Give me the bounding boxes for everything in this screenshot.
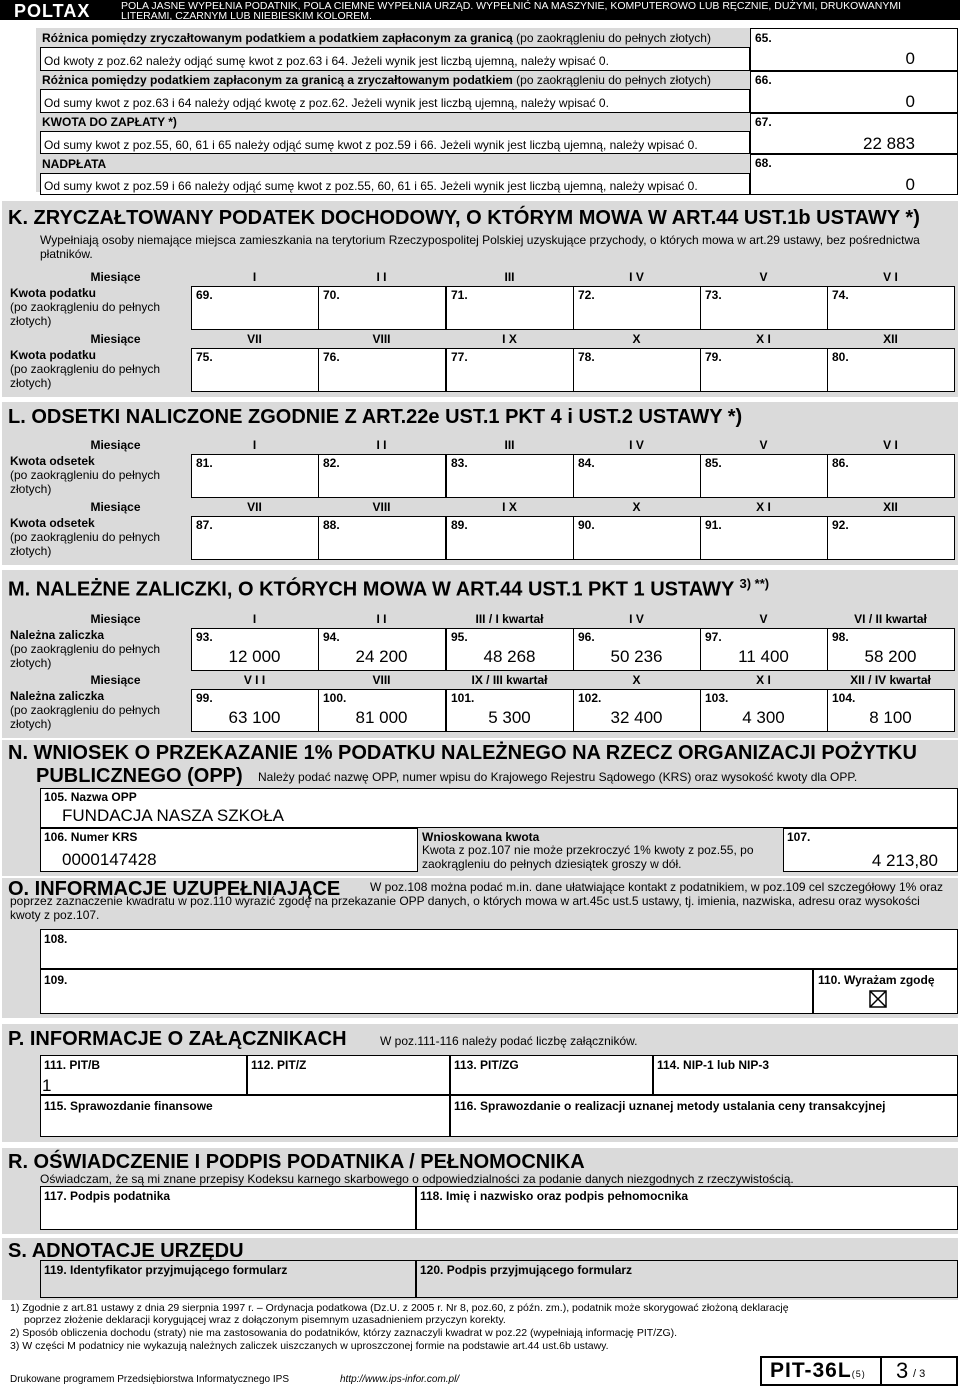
- m-field-value-1-4: 4 300: [742, 708, 785, 727]
- k-field-num-0-2: 71.: [451, 288, 468, 302]
- m-months-label: Miesiące: [90, 612, 141, 626]
- l-field-num-1-4: 91.: [705, 518, 722, 532]
- m-field-num-1-3: 102.: [578, 691, 602, 705]
- k-month-0-2: III: [504, 270, 515, 284]
- section-n-desc: Należy podać nazwę OPP, numer wpisu do Krajowego Rejestru Sądowego (KRS) oraz wysokość kwoty dla OPP.: [258, 770, 858, 784]
- field-115-label: 115. Sprawozdanie finansowe: [44, 1099, 213, 1113]
- section-o-title: O. INFORMACJE UZUPEŁNIAJĄCE: [8, 878, 341, 900]
- field-65-value: 0: [905, 49, 915, 68]
- m-month-1-4: X I: [756, 673, 771, 687]
- amount-hint: Kwota z poz.107 nie może przekroczyć 1% kwoty z poz.55, po zaokrągleniu do pełnych dziesiątek groszy w dół.: [422, 843, 754, 871]
- m-row-label: Należna zaliczka (po zaokrągleniu do pełnych złotych): [10, 628, 161, 670]
- k-months-label: Miesiące: [90, 332, 141, 346]
- field-107-label: 107.: [787, 830, 811, 844]
- field-108-label: 108.: [44, 932, 68, 946]
- m-field-num-0-3: 96.: [578, 630, 595, 644]
- footnote-3: 3) W części M podatnicy nie wykazują należnych zaliczek uiszczanych w uproszczonej formie na podstawie art.44 ust.6b ustawy.: [10, 1340, 609, 1352]
- k-months-label: Miesiące: [90, 270, 141, 284]
- field-68-value: 0: [905, 175, 915, 194]
- l-field-num-1-3: 90.: [578, 518, 595, 532]
- k-field-num-0-0: 69.: [196, 288, 213, 302]
- m-field-value-1-3: 32 400: [610, 708, 663, 727]
- field-110-label: 110. Wyrażam zgodę: [818, 973, 935, 987]
- field-106-label: 106. Numer KRS: [44, 830, 138, 844]
- field-109-label: 109.: [44, 973, 68, 987]
- footnote-2: 2) Sposób obliczenia dochodu (straty) nie ma zastosowania do podatników, którzy zaznaczyli kwadrat w poz.22 (wypełniają informację PIT/ZG).: [10, 1327, 678, 1339]
- row65-title: Różnica pomiędzy zryczałtowanym podatkiem a podatkiem zapłaconym za granicą (po zaokrągleniu do pełnych złotych): [42, 31, 711, 45]
- field-66-value: 0: [905, 92, 915, 111]
- l-field-num-1-0: 87.: [196, 518, 213, 532]
- footnote-1-cont: poprzez złożenie deklaracji korygującej wraz z dołączonym pisemnym uzasadnieniem przyczyn korekty.: [24, 1314, 506, 1326]
- l-field-num-0-0: 81.: [196, 456, 213, 470]
- m-field-value-0-3: 50 236: [610, 647, 663, 666]
- m-field-value-0-4: 11 400: [738, 647, 789, 666]
- l-field-num-0-2: 83.: [451, 456, 468, 470]
- row68-title: NADPŁATA: [42, 157, 107, 171]
- k-month-0-4: V: [759, 270, 768, 284]
- m-row-label: Należna zaliczka (po zaokrągleniu do pełnych złotych): [10, 689, 161, 731]
- l-month-0-2: III: [504, 438, 515, 452]
- k-field-num-1-1: 76.: [323, 350, 340, 364]
- form-header: [0, 0, 960, 20]
- l-month-0-5: V I: [883, 438, 898, 452]
- section-k-desc: Wypełniają osoby niemające miejsca zamieszkania na terytorium Rzeczypospolitej Polskiej uzyskujące przychody, o których mowa w art.29 ustawy, bez pośrednictwa płatników.: [40, 233, 920, 261]
- m-month-0-5: VI / II kwartał: [854, 612, 927, 626]
- m-month-1-2: IX / III kwartał: [471, 673, 548, 687]
- amount-label: Wnioskowana kwota: [422, 830, 540, 844]
- section-r-title: R. OŚWIADCZENIE I PODPIS PODATNIKA / PEŁNOMOCNIKA: [8, 1151, 585, 1173]
- m-field-value-0-0: 12 000: [228, 647, 281, 666]
- l-field-num-0-5: 86.: [832, 456, 849, 470]
- l-month-1-1: VIII: [372, 500, 391, 514]
- m-field-num-1-5: 104.: [832, 691, 856, 705]
- m-month-0-3: I V: [629, 612, 644, 626]
- k-field-num-1-4: 79.: [705, 350, 722, 364]
- k-field-num-1-3: 78.: [578, 350, 595, 364]
- poltax-logo: POLTAX: [14, 1, 91, 21]
- k-month-1-3: X: [632, 332, 641, 346]
- field-117-label: 117. Podpis podatnika: [44, 1189, 171, 1203]
- m-month-1-1: VIII: [372, 673, 391, 687]
- l-month-1-0: VII: [247, 500, 262, 514]
- m-month-1-0: V I I: [243, 673, 266, 687]
- section-s-title: S. ADNOTACJE URZĘDU: [8, 1240, 244, 1262]
- field-107-value: 4 213,80: [871, 851, 938, 870]
- k-field-num-1-0: 75.: [196, 350, 213, 364]
- k-month-0-3: I V: [629, 270, 644, 284]
- field-106-value: 0000147428: [62, 850, 157, 869]
- m-field-num-1-4: 103.: [705, 691, 729, 705]
- row65-desc: Od kwoty z poz.62 należy odjąć sumę kwot z poz.63 i 64. Jeżeli wynik jest liczbą ujemną, należy wpisać 0.: [44, 54, 609, 68]
- m-month-1-3: X: [632, 673, 641, 687]
- k-month-1-1: VIII: [372, 332, 391, 346]
- m-field-value-1-2: 5 300: [488, 708, 531, 727]
- field-65-num: 65.: [755, 31, 772, 45]
- l-row-label: Kwota odsetek (po zaokrągleniu do pełnych złotych): [10, 454, 161, 496]
- row67-title: KWOTA DO ZAPŁATY *): [42, 115, 177, 129]
- field-108[interactable]: [40, 929, 958, 969]
- section-m-title: M. NALEŻNE ZALICZKI, O KTÓRYCH MOWA W ART.44 UST.1 PKT 1 USTAWY $^{3) **)}$: [8, 576, 770, 601]
- m-field-num-1-1: 100.: [323, 691, 347, 705]
- k-field-num-0-4: 73.: [705, 288, 722, 302]
- consent-checkbox-checked-icon[interactable]: [869, 990, 887, 1008]
- header-instructions: POLA JASNE WYPEŁNIA PODATNIK, POLA CIEMNE WYPEŁNIA URZĄD. WYPEŁNIĆ NA MASZYNIE, KOMPUTEROWO LUB RĘCZNIE, DUŻYMI, DRUKOWANYMI LITERAMI, CZARNYM LUB NIEBIESKIM KOLOREM.: [121, 0, 902, 22]
- l-month-0-1: I I: [376, 438, 387, 452]
- field-112-label: 112. PIT/Z: [251, 1058, 307, 1072]
- section-n-title: N. WNIOSEK O PRZEKAZANIE 1% PODATKU NALEŻNEGO NA RZECZ ORGANIZACJI POŻYTKU: [8, 742, 917, 764]
- m-month-1-5: XII / IV kwartał: [850, 673, 931, 687]
- m-field-num-0-1: 94.: [323, 630, 340, 644]
- footnote-1: 1) Zgodnie z art.81 ustawy z dnia 29 sierpnia 1997 r. – Ordynacja podatkowa (Dz.U. z 2005 r. Nr 8, poz.60, z późn. zm.), podatnik może skorygować złożoną deklarację: [10, 1302, 789, 1314]
- field-109[interactable]: [40, 969, 813, 1014]
- section-k-title: K. ZRYCZAŁTOWANY PODATEK DOCHODOWY, O KTÓRYM MOWA W ART.44 UST.1b USTAWY *): [8, 207, 920, 229]
- k-month-0-0: I: [252, 270, 257, 284]
- k-field-num-0-5: 74.: [832, 288, 849, 302]
- field-116-label: 116. Sprawozdanie o realizacji uznanej metody ustalania ceny transakcyjnej: [454, 1099, 886, 1113]
- m-field-num-0-5: 98.: [832, 630, 849, 644]
- field-105-value: FUNDACJA NASZA SZKOŁA: [62, 806, 284, 825]
- k-month-1-2: I X: [502, 332, 517, 346]
- row66-desc: Od sumy kwot z poz.63 i 64 należy odjąć kwotę z poz.62. Jeżeli wynik jest liczbą ujemną, należy wpisać 0.: [44, 96, 609, 110]
- field-105-label: 105. Nazwa OPP: [44, 790, 137, 804]
- row67-desc: Od sumy kwot z poz.55, 60, 61 i 65 należy odjąć sumę kwot z poz.59 i 66. Jeżeli wynik jest liczbą ujemną, należy wpisać 0.: [44, 138, 698, 152]
- field-111-value: 1: [42, 1076, 52, 1095]
- m-field-value-0-2: 48 268: [483, 647, 536, 666]
- row66-title: Różnica pomiędzy podatkiem zapłaconym za granicą a zryczałtowanym podatkiem (po zaokrągleniu do pełnych złotych): [42, 73, 711, 87]
- k-month-1-0: VII: [247, 332, 262, 346]
- field-68-num: 68.: [755, 156, 772, 170]
- field-118-label: 118. Imię i nazwisko oraz podpis pełnomocnika: [420, 1189, 689, 1203]
- section-r-desc: Oświadczam, że są mi znane przepisy Kodeksu karnego skarbowego o odpowiedzialności za podanie danych niezgodnych z rzeczywistością.: [40, 1172, 794, 1186]
- l-field-num-0-4: 85.: [705, 456, 722, 470]
- m-field-value-1-0: 63 100: [228, 708, 281, 727]
- section-p-desc: W poz.111-116 należy podać liczbę załączników.: [380, 1034, 638, 1048]
- l-months-label: Miesiące: [90, 500, 141, 514]
- k-month-0-5: V I: [883, 270, 898, 284]
- k-row-label: Kwota podatku (po zaokrągleniu do pełnych złotych): [10, 286, 161, 328]
- section-n-title-2: PUBLICZNEGO (OPP): [36, 765, 243, 787]
- m-field-value-0-5: 58 200: [864, 647, 917, 666]
- row68-desc: Od sumy kwot z poz.59 i 66 należy odjąć sumę kwot z poz.55, 60, 61 i 65. Jeżeli wynik jest liczbą ujemną, należy wpisać 0.: [44, 179, 698, 193]
- l-field-num-1-1: 88.: [323, 518, 340, 532]
- m-month-0-0: I: [252, 612, 257, 626]
- k-month-0-1: I I: [376, 270, 387, 284]
- section-p-title: P. INFORMACJE O ZAŁĄCZNIKACH: [8, 1028, 347, 1050]
- l-months-label: Miesiące: [90, 438, 141, 452]
- field-67-value: 22 883: [863, 134, 915, 153]
- field-66-num: 66.: [755, 73, 772, 87]
- m-month-0-2: III / I kwartał: [475, 612, 544, 626]
- l-month-1-5: XII: [883, 500, 898, 514]
- m-field-value-0-1: 24 200: [355, 647, 408, 666]
- field-114-label: 114. NIP-1 lub NIP-3: [657, 1058, 770, 1072]
- m-month-0-1: I I: [376, 612, 387, 626]
- form-id: PIT-36L(5): [770, 1359, 866, 1382]
- m-field-num-0-2: 95.: [451, 630, 468, 644]
- k-month-1-4: X I: [756, 332, 771, 346]
- m-months-label: Miesiące: [90, 673, 141, 687]
- printer-url[interactable]: http://www.ips-infor.com.pl/: [340, 1374, 460, 1385]
- printer-credit: Drukowane programem Przedsiębiorstwa Informatycznego IPS: [10, 1374, 290, 1385]
- k-field-num-0-3: 72.: [578, 288, 595, 302]
- l-month-0-0: I: [252, 438, 257, 452]
- m-field-num-1-0: 99.: [196, 691, 213, 705]
- k-field-num-1-2: 77.: [451, 350, 468, 364]
- l-month-1-2: I X: [502, 500, 517, 514]
- m-field-value-1-5: 8 100: [869, 708, 912, 727]
- l-month-1-3: X: [632, 500, 641, 514]
- field-111-label: 111. PIT/B: [44, 1058, 101, 1072]
- l-field-num-1-2: 89.: [451, 518, 468, 532]
- m-field-num-1-2: 101.: [451, 691, 475, 705]
- m-field-value-1-1: 81 000: [355, 708, 408, 727]
- form-id-divider: [880, 1356, 882, 1386]
- m-field-num-0-4: 97.: [705, 630, 722, 644]
- section-l-title: L. ODSETKI NALICZONE ZGODNIE Z ART.22e UST.1 PKT 4 i UST.2 USTAWY *): [8, 406, 743, 428]
- field-67-num: 67.: [755, 115, 772, 129]
- l-field-num-0-1: 82.: [323, 456, 340, 470]
- field-113-label: 113. PIT/ZG: [454, 1058, 519, 1072]
- k-field-num-0-1: 70.: [323, 288, 340, 302]
- l-month-0-3: I V: [629, 438, 644, 452]
- l-month-0-4: V: [759, 438, 768, 452]
- field-119-label: 119. Identyfikator przyjmującego formularz: [44, 1263, 288, 1277]
- k-field-num-1-5: 80.: [832, 350, 849, 364]
- l-month-1-4: X I: [756, 500, 771, 514]
- m-field-num-0-0: 93.: [196, 630, 213, 644]
- l-row-label: Kwota odsetek (po zaokrągleniu do pełnych złotych): [10, 516, 161, 558]
- k-month-1-5: XII: [883, 332, 898, 346]
- l-field-num-0-3: 84.: [578, 456, 595, 470]
- section-o-desc: W poz.108 można podać m.in. dane ułatwiające kontakt z podatnikiem, w poz.109 cel szczegółowy 1% oraz poprzez zaznaczenie kwadratu w poz.110 wyrazić zgodę na przekazanie OPP danych, o których mowa w art.45c ust.5 ustawy, tj. imienia, nazwiska, adresu oraz wysokości kwoty z poz.107.: [10, 880, 943, 922]
- page-number: 3: [896, 1358, 909, 1383]
- field-120-label: 120. Podpis przyjmującego formularz: [420, 1263, 633, 1277]
- m-month-0-4: V: [759, 612, 768, 626]
- l-field-num-1-5: 92.: [832, 518, 849, 532]
- page-total: / 3: [913, 1368, 926, 1380]
- k-row-label: Kwota podatku (po zaokrągleniu do pełnych złotych): [10, 348, 161, 390]
